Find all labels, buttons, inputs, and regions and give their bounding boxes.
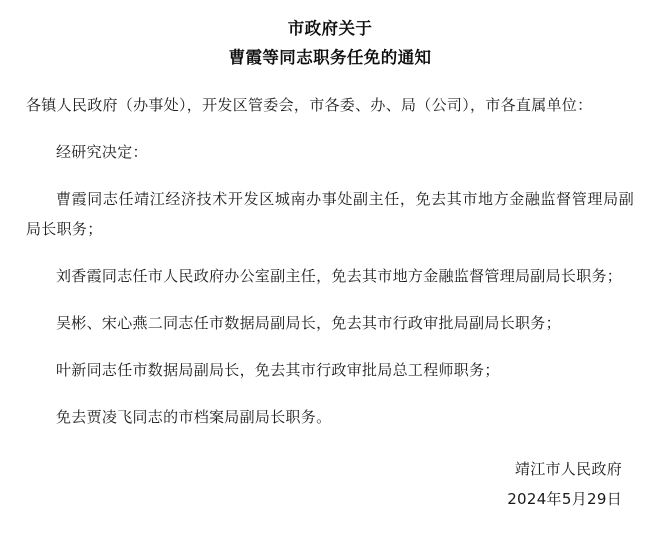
- addressee-paragraph: 各镇人民政府（办事处），开发区管委会，市各委、办、局（公司），市各直属单位：: [26, 96, 593, 114]
- signature-issuer: 靖江市人民政府: [514, 460, 622, 478]
- title-line-1: 市政府关于: [287, 19, 373, 38]
- document-body: [26, 90, 634, 432]
- title-line-2: 曹霞等同志职务任免的通知: [228, 48, 432, 67]
- lead-paragraph: 经研究决定：: [56, 143, 148, 161]
- decision-paragraph-2: 刘香霞同志任市人民政府办公室副主任，免去其市地方金融监督管理局副局长职务；: [56, 267, 623, 285]
- signature-block: [26, 454, 634, 514]
- decision-paragraph-4: 叶新同志任市数据局副局长，免去其市行政审批局总工程师职务；: [56, 361, 500, 379]
- document-title: [26, 14, 634, 72]
- decision-paragraph-1: 曹霞同志任靖江经济技术开发区城南办事处副主任，免去其市地方金融监督管理局副局长职务；: [26, 190, 634, 238]
- decision-paragraph-5: 免去贾凌飞同志的市档案局副局长职务。: [56, 408, 332, 426]
- decision-paragraph-3: 吴彬、宋心燕二同志任市数据局副局长，免去其市行政审批局副局长职务；: [56, 314, 561, 332]
- signature-date: 2024年5月29日: [507, 490, 622, 508]
